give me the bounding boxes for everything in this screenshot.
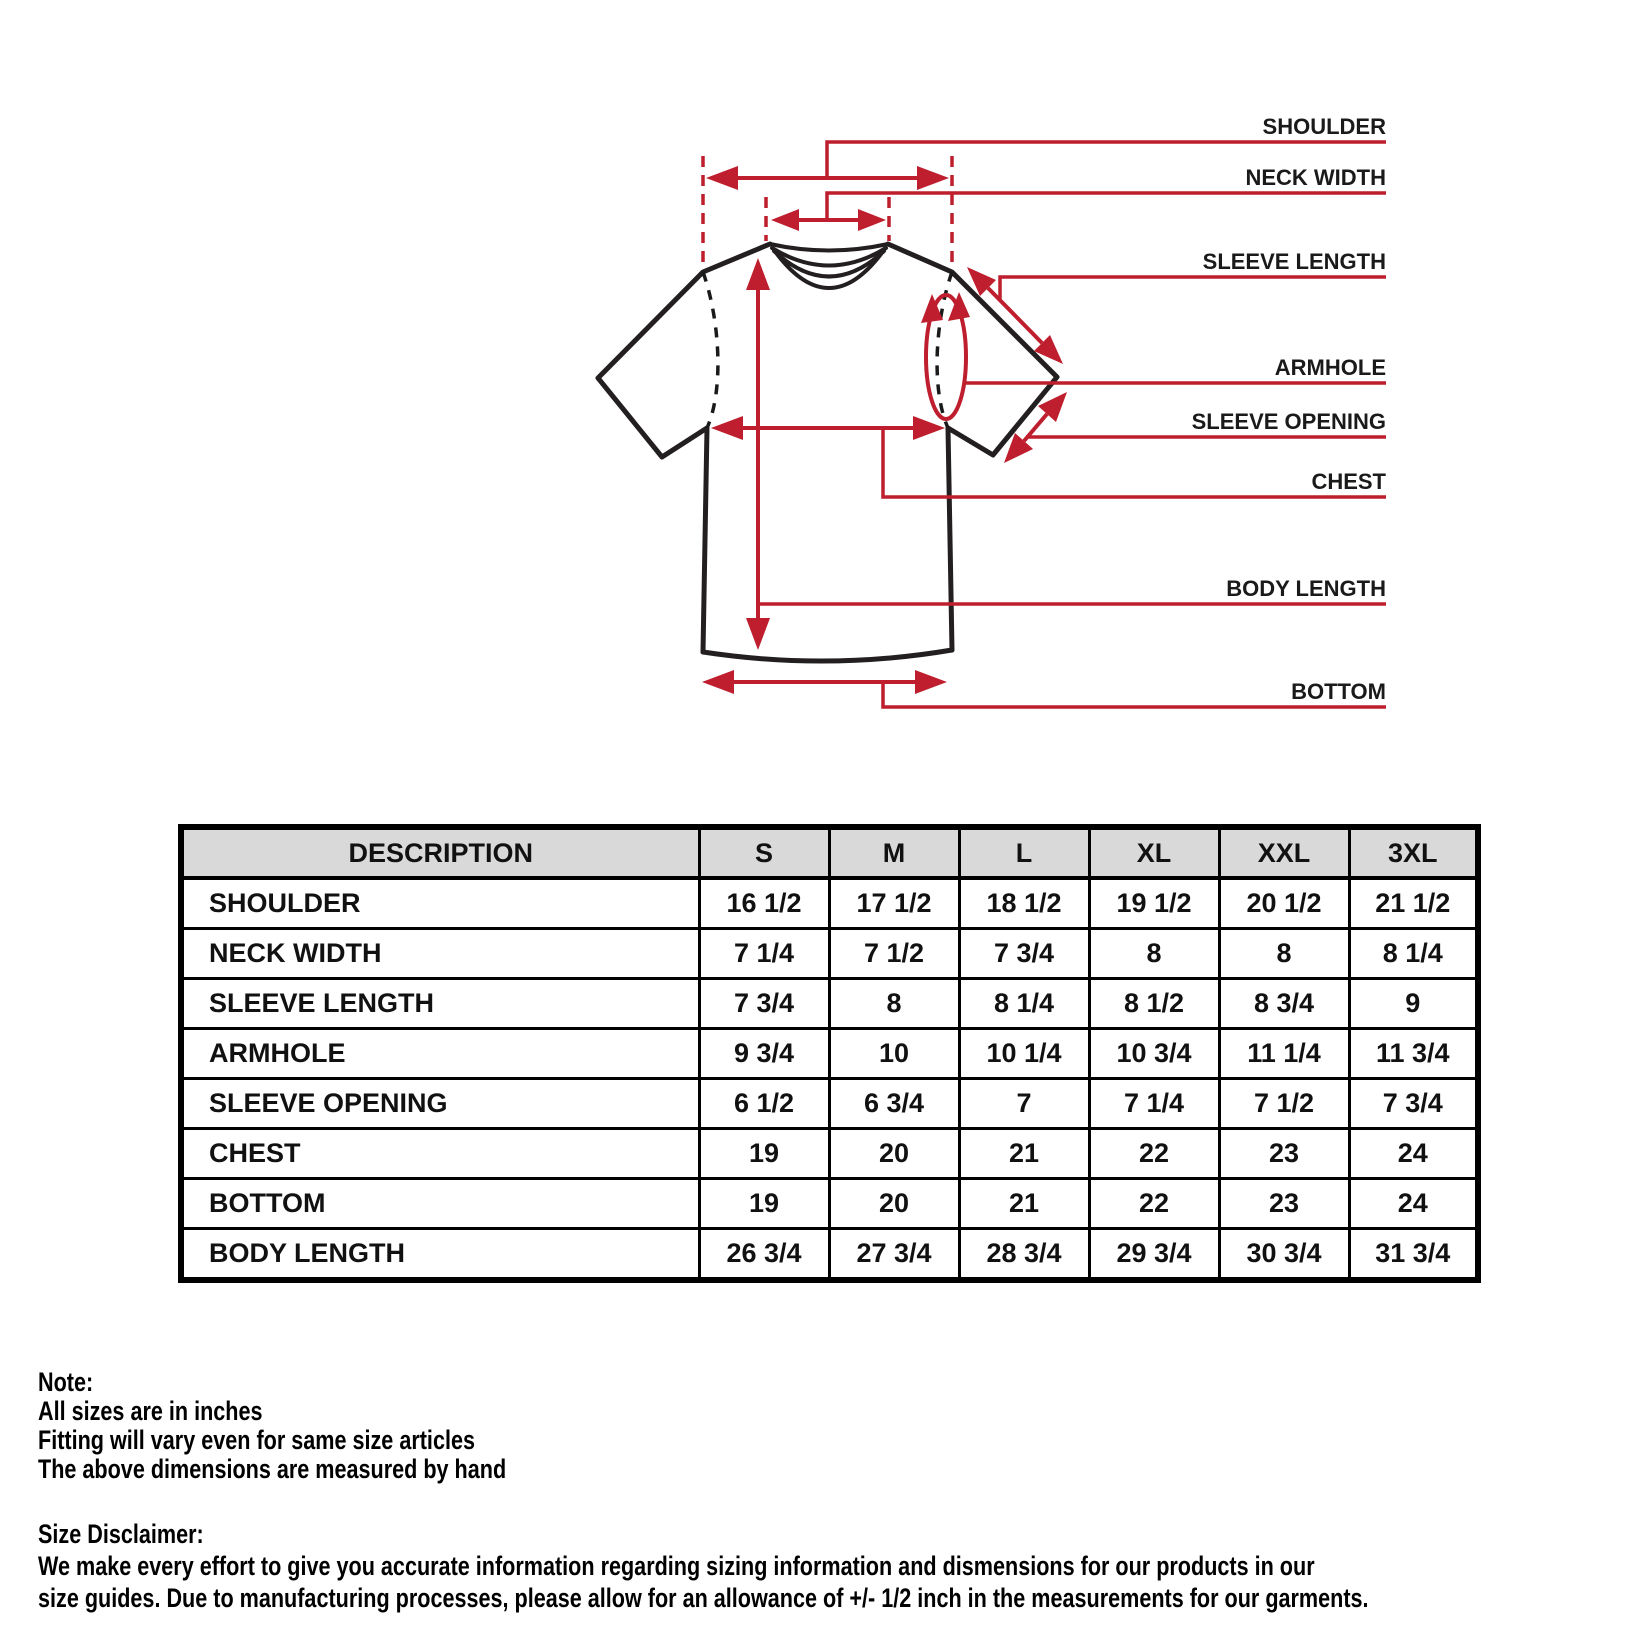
cell-value: 8 1/2 — [1089, 979, 1219, 1029]
sleeve-opening-label: SLEEVE OPENING — [1191, 409, 1386, 434]
cell-value: 21 — [959, 1129, 1089, 1179]
cell-value: 7 — [959, 1079, 1089, 1129]
cell-value: 18 1/2 — [959, 878, 1089, 929]
chest-label: CHEST — [1311, 469, 1386, 494]
cell-value: 19 — [699, 1129, 829, 1179]
cell-value: 8 1/4 — [1349, 929, 1478, 979]
armhole-ellipse-arrow — [921, 292, 970, 419]
cell-value: 20 1/2 — [1219, 878, 1349, 929]
disclaimer-title: Size Disclaimer: — [38, 1519, 204, 1549]
bottom-arrow — [702, 670, 947, 694]
cell-value: 22 — [1089, 1179, 1219, 1229]
note-title: Note: — [38, 1367, 94, 1397]
sleeve-length-arrow — [967, 267, 1063, 364]
row-label: SLEEVE OPENING — [181, 1079, 699, 1129]
col-header-description: DESCRIPTION — [181, 827, 699, 878]
cell-value: 7 1/4 — [1089, 1079, 1219, 1129]
cell-value: 30 3/4 — [1219, 1229, 1349, 1281]
cell-value: 24 — [1349, 1129, 1478, 1179]
cell-value: 16 1/2 — [699, 878, 829, 929]
row-label: NECK WIDTH — [181, 929, 699, 979]
cell-value: 23 — [1219, 1129, 1349, 1179]
col-header-m: M — [829, 827, 959, 878]
armhole-label: ARMHOLE — [1274, 355, 1386, 380]
cell-value: 8 — [1219, 929, 1349, 979]
cell-value: 21 — [959, 1179, 1089, 1229]
shoulder-label: SHOULDER — [1262, 114, 1386, 139]
body-length-label: BODY LENGTH — [1226, 576, 1386, 601]
armhole-seam-dashed-lines — [703, 272, 952, 428]
table-row — [181, 878, 1478, 929]
cell-value: 17 1/2 — [829, 878, 959, 929]
row-label: SHOULDER — [181, 878, 699, 929]
cell-value: 22 — [1089, 1129, 1219, 1179]
row-label: SLEEVE LENGTH — [181, 979, 699, 1029]
body-length-arrow — [746, 258, 770, 650]
cell-value: 19 1/2 — [1089, 878, 1219, 929]
cell-value: 10 3/4 — [1089, 1029, 1219, 1079]
size-disclaimer-block — [38, 1518, 1369, 1614]
cell-value: 26 3/4 — [699, 1229, 829, 1281]
cell-value: 7 1/2 — [1219, 1079, 1349, 1129]
neck-width-label: NECK WIDTH — [1245, 165, 1386, 190]
cell-value: 23 — [1219, 1179, 1349, 1229]
row-label: ARMHOLE — [181, 1029, 699, 1079]
note-line: Fitting will vary even for same size articles — [38, 1425, 475, 1455]
cell-value: 27 3/4 — [829, 1229, 959, 1281]
tshirt-outline — [598, 244, 1057, 661]
cell-value: 11 1/4 — [1219, 1029, 1349, 1079]
cell-value: 8 3/4 — [1219, 979, 1349, 1029]
table-row — [181, 1029, 1478, 1079]
cell-value: 8 1/4 — [959, 979, 1089, 1029]
cell-value: 6 3/4 — [829, 1079, 959, 1129]
cell-value: 7 3/4 — [699, 979, 829, 1029]
note-block — [38, 1368, 506, 1484]
cell-value: 7 3/4 — [959, 929, 1089, 979]
cell-value: 8 — [1089, 929, 1219, 979]
table-row — [181, 1129, 1478, 1179]
cell-value: 19 — [699, 1179, 829, 1229]
cell-value: 8 — [829, 979, 959, 1029]
row-label: BOTTOM — [181, 1179, 699, 1229]
cell-value: 7 1/2 — [829, 929, 959, 979]
row-label: BODY LENGTH — [181, 1229, 699, 1281]
tshirt-measurement-diagram — [0, 0, 1650, 770]
note-line: The above dimensions are measured by hand — [38, 1454, 507, 1484]
col-header-s: S — [699, 827, 829, 878]
cell-value: 28 3/4 — [959, 1229, 1089, 1281]
cell-value: 29 3/4 — [1089, 1229, 1219, 1281]
table-row — [181, 1179, 1478, 1229]
table-row — [181, 979, 1478, 1029]
cell-value: 10 — [829, 1029, 959, 1079]
cell-value: 7 3/4 — [1349, 1079, 1478, 1129]
row-label: CHEST — [181, 1129, 699, 1179]
chest-arrow — [711, 416, 945, 440]
table-row — [181, 929, 1478, 979]
cell-value: 21 1/2 — [1349, 878, 1478, 929]
cell-value: 11 3/4 — [1349, 1029, 1478, 1079]
note-line: All sizes are in inches — [38, 1396, 263, 1426]
cell-value: 24 — [1349, 1179, 1478, 1229]
table-header-row — [181, 827, 1478, 878]
col-header-l: L — [959, 827, 1089, 878]
cell-value: 9 3/4 — [699, 1029, 829, 1079]
col-header-xl: XL — [1089, 827, 1219, 878]
size-chart-table — [178, 824, 1481, 1283]
disclaimer-line: size guides. Due to manufacturing processes, please allow for an allowance of +/- 1/2 inch in the measurements for our garments. — [38, 1583, 1369, 1613]
sleeve-length-label: SLEEVE LENGTH — [1202, 249, 1386, 274]
col-header-xxl: XXL — [1219, 827, 1349, 878]
cell-value: 10 1/4 — [959, 1029, 1089, 1079]
table-row — [181, 1229, 1478, 1281]
cell-value: 7 1/4 — [699, 929, 829, 979]
bottom-label: BOTTOM — [1291, 679, 1386, 704]
cell-value: 20 — [829, 1129, 959, 1179]
col-header-3xl: 3XL — [1349, 827, 1478, 878]
cell-value: 20 — [829, 1179, 959, 1229]
disclaimer-line: We make every effort to give you accurate information regarding sizing information and dismensions for our products in our — [38, 1551, 1315, 1581]
cell-value: 31 3/4 — [1349, 1229, 1478, 1281]
cell-value: 9 — [1349, 979, 1478, 1029]
table-row — [181, 1079, 1478, 1129]
cell-value: 6 1/2 — [699, 1079, 829, 1129]
